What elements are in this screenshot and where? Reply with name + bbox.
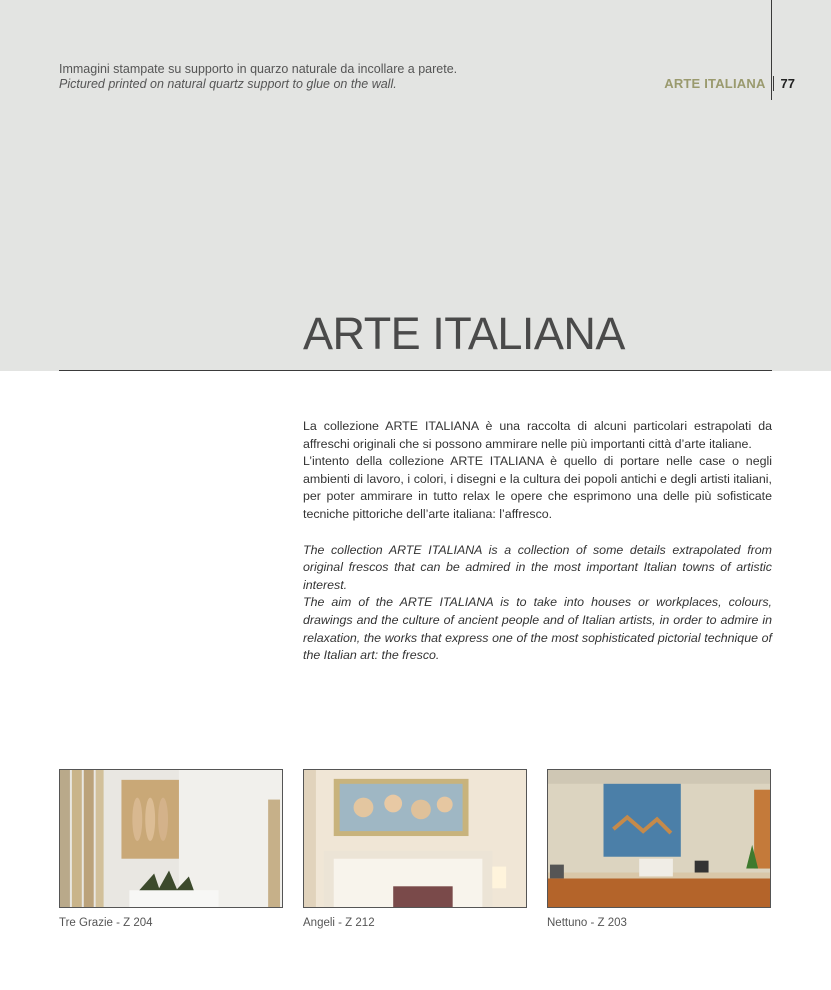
page-number: 77 bbox=[780, 76, 795, 91]
header-subtitle bbox=[59, 62, 457, 92]
product-photo-nettuno bbox=[547, 769, 771, 908]
paragraph-it-1: La collezione ARTE ITALIANA è una raccolta di alcuni particolari estrapolati da affreschi originali che si possono ammirare nelle più importanti città d’arte italiane. bbox=[303, 419, 772, 451]
section-name: ARTE ITALIANA bbox=[664, 76, 766, 91]
paragraph-en-1: The collection ARTE ITALIANA is a collection of some details extrapolated from original frescos that can be admired in the most important Italian towns of artistic interest. bbox=[303, 542, 772, 592]
header-separator bbox=[773, 76, 774, 91]
caption-nettuno: Nettuno - Z 203 bbox=[547, 917, 627, 929]
paragraph-en-2: The aim of the ARTE ITALIANA is to take into houses or workplaces, colours, drawings and the culture of ancient people and of Italian artists, in order to admire in relaxation, the works that express one of the most sophisticated pictorial technique of the Italian art: the fresco. bbox=[303, 595, 772, 663]
product-photo-angeli bbox=[303, 769, 527, 908]
caption-tre-grazie: Tre Grazie - Z 204 bbox=[59, 917, 153, 929]
subtitle-italian: Immagini stampate su supporto in quarzo naturale da incollare a parete. bbox=[59, 62, 458, 76]
paragraph-it-2: L’intento della collezione ARTE ITALIANA è quello di portare nelle case o negli ambienti di lavoro, i colori, i disegni e la cultura dei popoli antichi e degli artisti italiani, per poter ammirare in tutto relax le opere che esprimono una delle più sofisticate tecniche pittoriche dell’arte italiana: l’affresco. bbox=[303, 454, 772, 521]
product-photo-tre-grazie bbox=[59, 769, 283, 908]
page-title: ARTE ITALIANA bbox=[303, 308, 625, 359]
caption-angeli: Angeli - Z 212 bbox=[303, 917, 375, 929]
running-header bbox=[664, 76, 795, 91]
body-text bbox=[303, 418, 772, 665]
subtitle-english: Pictured printed on natural quartz support to glue on the wall. bbox=[59, 77, 397, 91]
title-rule bbox=[59, 370, 772, 371]
